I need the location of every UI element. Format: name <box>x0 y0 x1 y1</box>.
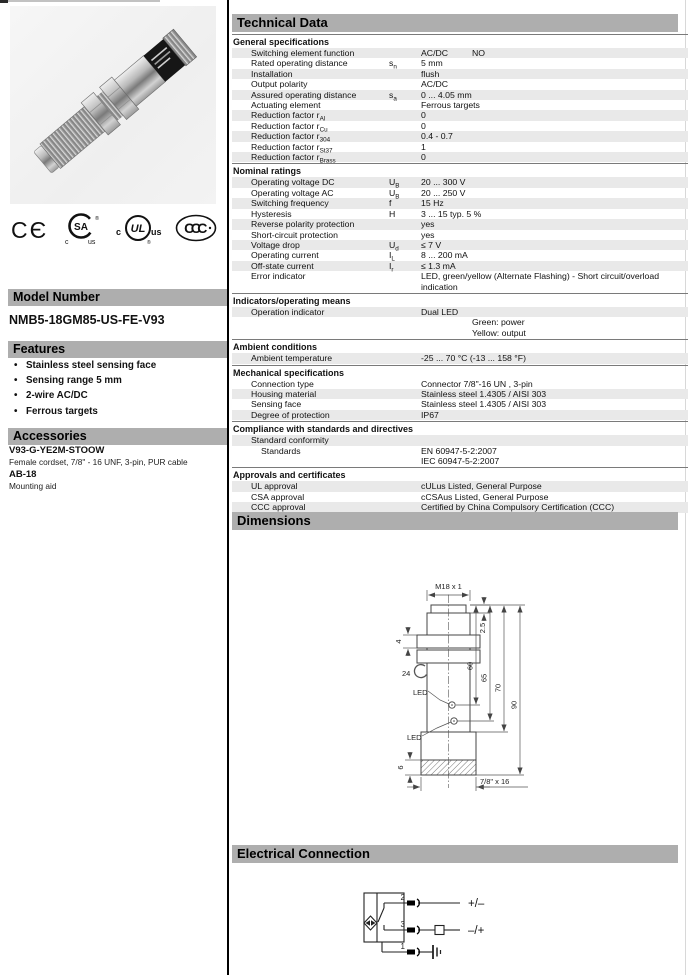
spec-symbol: $I_L$ <box>389 250 395 264</box>
spec-label: Standards <box>261 445 301 456</box>
spec-row <box>232 209 688 219</box>
svg-text:us: us <box>88 239 96 246</box>
spec-row <box>232 492 688 502</box>
svg-text:2: 2 <box>400 893 405 902</box>
accessory-description: Female cordset, 7/8" - 16 UNF, 3-pin, PUR cable <box>9 457 188 467</box>
svg-text:3: 3 <box>400 920 405 929</box>
accessory-code: V93-G-YE2M-STOOW <box>9 445 105 456</box>
accessory-description: Mounting aid <box>9 481 57 491</box>
spec-value: Green: power <box>472 317 525 328</box>
spec-row <box>232 198 688 208</box>
certification-logos <box>10 211 220 247</box>
svg-text:c: c <box>65 239 69 246</box>
svg-text:M18 x 1: M18 x 1 <box>435 582 462 591</box>
spec-label: Assured operating distance <box>251 89 357 100</box>
spec-label: CCC approval <box>251 502 306 513</box>
spec-row <box>232 110 688 124</box>
spec-symbol <box>389 110 421 120</box>
spec-row <box>232 307 688 317</box>
dimensions-header: Dimensions <box>232 512 678 530</box>
spec-symbol: $s_n$ <box>389 58 397 72</box>
spec-label <box>251 328 389 338</box>
spec-value: 0 <box>421 152 426 163</box>
svg-text:®: ® <box>147 240 151 245</box>
spec-row <box>232 120 688 134</box>
spec-value: 8 ... 200 mA <box>421 250 468 261</box>
spec-symbol <box>389 100 421 110</box>
spec-symbol: $s_a$ <box>389 89 397 103</box>
svg-text:65: 65 <box>479 673 489 683</box>
svg-text:CCC: CCC <box>184 220 204 236</box>
spec-value: yes <box>421 229 435 240</box>
svg-text:+/–: +/– <box>468 898 485 910</box>
spec-label: Output polarity <box>251 79 308 90</box>
spec-value: -25 ... 70 °C (-13 ... 158 °F) <box>421 353 526 364</box>
spec-value: ≤ 1.3 mA <box>421 260 456 271</box>
spec-row <box>232 230 688 240</box>
column-divider <box>227 0 229 975</box>
spec-row <box>232 399 688 409</box>
svg-text:us: us <box>151 227 162 237</box>
spec-label: Degree of protection <box>251 409 330 420</box>
spec-row <box>232 328 688 338</box>
spec-section-header: Compliance with standards and directives <box>232 421 688 435</box>
spec-row <box>232 141 688 155</box>
svg-text:LED: LED <box>407 733 422 742</box>
svg-text:UL: UL <box>130 223 146 235</box>
electrical-connection-header: Electrical Connection <box>232 845 678 863</box>
spec-row <box>232 353 688 363</box>
spec-label: Housing material <box>251 388 317 399</box>
spec-label: Operating current <box>251 250 319 261</box>
spec-row <box>232 250 688 264</box>
spec-value: AC/DC <box>421 79 449 90</box>
spec-section-header: Nominal ratings <box>232 163 688 177</box>
svg-text:60: 60 <box>465 661 475 671</box>
spec-symbol <box>389 379 421 389</box>
product-photo <box>10 6 216 204</box>
spec-value: Connector 7/8"-16 UN , 3-pin <box>421 378 533 389</box>
spec-label: Switching frequency <box>251 198 329 209</box>
spec-symbol <box>389 328 421 338</box>
spec-row <box>232 152 688 165</box>
spec-label: Reverse polarity protection <box>251 219 355 230</box>
spec-label: Actuating element <box>251 100 321 111</box>
spec-label: Hysteresis <box>251 208 292 219</box>
spec-symbol <box>389 410 421 420</box>
spec-symbol <box>389 131 421 141</box>
spec-section-header: Ambient conditions <box>232 339 688 353</box>
spec-label: Off-state current <box>251 260 314 271</box>
spec-symbol <box>389 307 421 317</box>
feature-item: • Stainless steel sensing face <box>10 358 222 373</box>
spec-section-header: General specifications <box>232 34 688 48</box>
spec-label: UL approval <box>251 481 298 492</box>
spec-row <box>232 239 688 253</box>
spec-symbol <box>389 317 421 327</box>
spec-row <box>232 177 688 191</box>
spec-row <box>232 446 688 456</box>
spec-value: Certified by China Compulsory Certification (CCC) <box>421 502 615 513</box>
svg-text:1: 1 <box>400 942 405 951</box>
spec-label <box>251 456 389 466</box>
spec-row <box>232 131 688 144</box>
spec-symbol <box>389 446 421 456</box>
spec-value: Ferrous targets <box>421 100 480 111</box>
spec-value: cCSAus Listed, General Purpose <box>421 491 549 502</box>
features-list <box>10 358 222 419</box>
spec-value: 20 ... 250 V <box>421 187 466 198</box>
spec-label: Error indicator <box>251 271 306 282</box>
accessory-code: AB-18 <box>9 469 37 480</box>
spec-value <box>421 435 688 445</box>
ccc-mark-icon <box>174 213 220 245</box>
spec-symbol <box>389 230 421 240</box>
spec-label: Operating voltage DC <box>251 177 335 188</box>
spec-symbol <box>389 219 421 229</box>
spec-value: 3 ... 15 typ. 5 % <box>421 208 482 219</box>
spec-value: 5 mm <box>421 58 443 69</box>
spec-value: Stainless steel 1.4305 / AISI 303 <box>421 388 547 399</box>
spec-value: IP67 <box>421 409 439 420</box>
spec-label: Reduction factor $r_{Brass}$ <box>251 152 336 165</box>
spec-value: EN 60947-5-2:2007 <box>421 445 497 456</box>
spec-symbol <box>389 152 421 162</box>
feature-item: • 2-wire AC/DC <box>10 388 222 403</box>
spec-label: Operating voltage AC <box>251 187 334 198</box>
spec-label: Installation <box>251 68 293 79</box>
svg-text:SA: SA <box>74 222 88 233</box>
spec-symbol: $U_d$ <box>389 239 399 253</box>
spec-symbol <box>389 121 421 131</box>
technical-data-header: Technical Data <box>232 14 678 32</box>
spec-row <box>232 79 688 89</box>
spec-label: Reduction factor $r_{Al}$ <box>251 110 326 124</box>
spec-symbol <box>389 389 421 399</box>
spec-value: yes <box>421 219 435 230</box>
spec-row <box>232 260 688 274</box>
features-header: Features <box>8 341 227 358</box>
spec-label: CSA approval <box>251 491 305 502</box>
spec-value: IEC 60947-5-2:2007 <box>421 456 500 466</box>
svg-text:LED: LED <box>413 688 428 697</box>
spec-section-header: Indicators/operating means <box>232 293 688 307</box>
feature-item: • Ferrous targets <box>10 404 222 419</box>
spec-row <box>232 48 688 58</box>
spec-symbol <box>389 353 421 363</box>
spec-row <box>232 58 688 72</box>
model-number-header: Model Number <box>8 289 227 306</box>
spec-label: Standard conformity <box>251 435 329 446</box>
svg-text:90: 90 <box>509 700 519 710</box>
spec-value: 1 <box>421 141 426 152</box>
spec-row <box>232 89 688 103</box>
spec-section-header: Mechanical specifications <box>232 365 688 379</box>
svg-text:CЄ: CЄ <box>11 217 49 243</box>
spec-value: AC/DC NO <box>421 48 486 58</box>
spec-value: 0 <box>421 120 426 131</box>
spec-symbol <box>389 79 421 89</box>
electrical-connection-diagram <box>232 880 688 975</box>
spec-section-header: Approvals and certificates <box>232 467 688 481</box>
spec-value: cULus Listed, General Purpose <box>421 481 542 492</box>
spec-value: Yellow: output <box>472 327 526 338</box>
svg-text:2.5: 2.5 <box>478 622 487 634</box>
spec-label: Reduction factor $r_{304}$ <box>251 131 331 144</box>
accessories-header: Accessories <box>8 428 227 445</box>
spec-label: Reduction factor $r_{St37}$ <box>251 141 333 155</box>
spec-label <box>251 317 389 327</box>
svg-text:®: ® <box>95 216 100 222</box>
spec-label: Operation indicator <box>251 306 325 317</box>
svg-text:24: 24 <box>402 669 411 678</box>
spec-symbol <box>389 271 421 292</box>
spec-value: ≤ 7 V <box>421 239 442 250</box>
page-edge-artifact <box>8 0 160 2</box>
spec-row <box>232 435 688 445</box>
spec-symbol <box>389 399 421 409</box>
spec-row <box>232 317 688 327</box>
spec-label: Ambient temperature <box>251 353 333 364</box>
spec-row <box>232 100 688 110</box>
spec-value: LED, green/yellow (Alternate Flashing) - Short circuit/overload indication <box>421 271 660 292</box>
spec-value: 0 <box>421 110 426 121</box>
spec-symbol <box>389 456 421 466</box>
page-edge-artifact <box>0 0 8 3</box>
technical-table <box>232 33 688 513</box>
spec-value: 0.4 - 0.7 <box>421 131 453 142</box>
svg-text:70: 70 <box>493 683 503 693</box>
spec-symbol <box>389 481 421 491</box>
svg-text:–/+: –/+ <box>468 925 485 937</box>
spec-symbol: $U_B$ <box>389 187 400 201</box>
spec-symbol: H <box>389 208 396 219</box>
spec-row <box>232 389 688 399</box>
svg-text:c: c <box>116 227 122 237</box>
spec-symbol <box>389 435 421 445</box>
dimensions-drawing <box>232 538 688 838</box>
spec-label: Connection type <box>251 378 314 389</box>
spec-symbol <box>389 48 421 58</box>
svg-text:7/8" x 16: 7/8" x 16 <box>480 777 510 786</box>
spec-value: 0 ... 4.05 mm <box>421 89 472 100</box>
spec-label: Voltage drop <box>251 239 300 250</box>
svg-text:4: 4 <box>394 639 403 644</box>
accessories-list <box>9 443 223 491</box>
svg-text:6: 6 <box>396 765 405 770</box>
spec-label: Short-circuit protection <box>251 229 338 240</box>
spec-row <box>232 187 688 201</box>
spec-symbol: $I_r$ <box>389 260 394 274</box>
spec-row <box>232 481 688 491</box>
spec-value: 20 ... 300 V <box>421 177 466 188</box>
spec-symbol <box>389 142 421 152</box>
spec-label: Reduction factor $r_{Cu}$ <box>251 120 328 134</box>
spec-row <box>232 271 688 292</box>
spec-value: Dual LED <box>421 306 459 317</box>
spec-label: Sensing face <box>251 399 302 410</box>
csa-mark-icon <box>62 212 102 246</box>
feature-item: • Sensing range 5 mm <box>10 373 222 388</box>
sensor-illustration <box>10 6 216 204</box>
spec-row <box>232 379 688 389</box>
spec-value: 15 Hz <box>421 198 444 209</box>
spec-symbol <box>389 492 421 502</box>
spec-value: flush <box>421 68 440 79</box>
spec-label: Rated operating distance <box>251 58 348 69</box>
spec-row <box>232 410 688 420</box>
spec-symbol: $U_B$ <box>389 177 400 191</box>
spec-row <box>232 456 688 466</box>
spec-row <box>232 219 688 229</box>
spec-row <box>232 69 688 79</box>
cul-us-mark-icon <box>114 213 162 245</box>
ce-mark-icon <box>10 214 50 244</box>
spec-symbol <box>389 69 421 79</box>
spec-value: Stainless steel 1.4305 / AISI 303 <box>421 399 547 410</box>
spec-symbol: f <box>389 198 392 209</box>
spec-label: Switching element function <box>251 48 355 58</box>
model-number-value: NMB5-18GM85-US-FE-V93 <box>9 313 165 327</box>
